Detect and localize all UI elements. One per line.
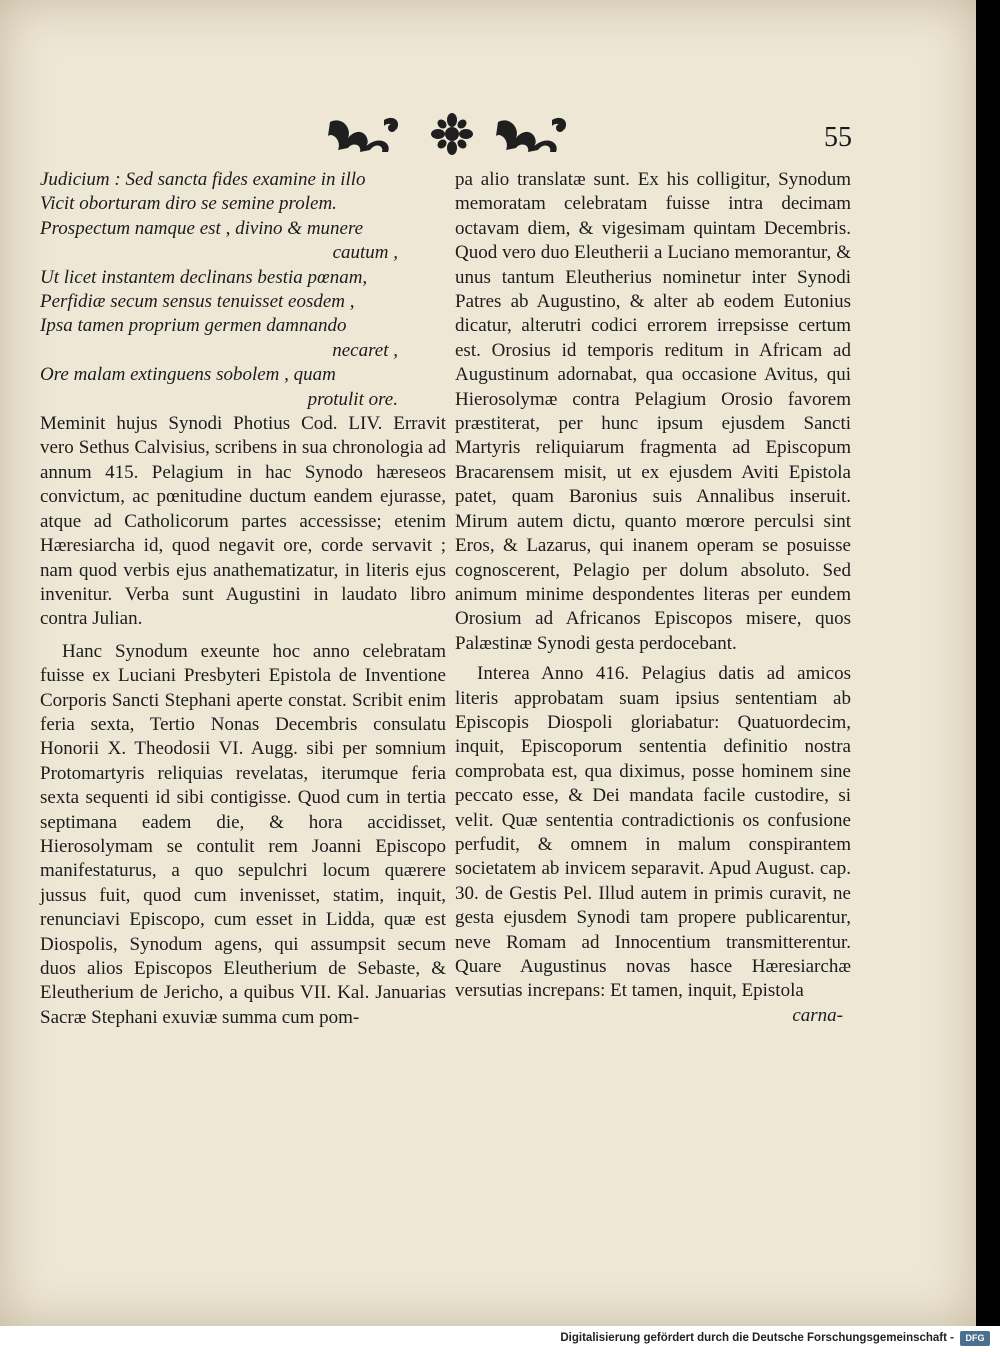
verse-line: Ipsa tamen proprium germen damnando	[40, 315, 347, 337]
paragraph: pa alio translatæ sunt. Ex his colligitur, Synodum memoratam celebratam fuisse intra decimam octavam diem, & vigesimam quintam Decembris. Quod vero duo Eleutherii a Luciano memorantur, & unus tantum Eleutherius nominetur inter Synodi Patres ab Augustino, & alter ab eodem Eutonius dicatur, alterutri codici errorem irrepsisse certum est. Orosius id temporis reditum in Africam ad Augustinum adornabat, qua occasione Avitus, qui Hierosolymæ contra Pelagium Orosio favorem præstiterat, per hunc ipsum ejusdem Sancti Martyris reliquiarum fragmenta ad Episcopum Bracarensem misit, ut ex ejusdem Aviti Epistola patet, quam Baronius suis Annalibus inseruit. Mirum autem dictu, quanto mœrore perculsi sint Eros, & Lazarus, qui inanem operam se posuisse cognoscerent, Pelagio per dolum absoluto. Sed animum minime despondentes literas per eundem Orosium ad Africanos Episcopos misere, quos Palæstinæ Synodi gesta perdocebant.	[455, 169, 851, 654]
funding-notice: Digitalisierung gefördert durch die Deutsche Forschungsgemeinschaft -	[560, 1332, 954, 1344]
verse-line: Judicium : Sed sancta fides examine in illo	[40, 169, 366, 190]
verse-line: cautum ,	[332, 242, 398, 264]
verse-line: Ut licet instantem declinans bestia pœnam,	[40, 266, 368, 288]
paragraph: Interea Anno 416. Pelagius datis ad amicos literis approbatam suam ipsius sententiam ab Episcopis Diospoli gloriabatur: Quatuordecim, inquit, Episcoporum sententia definitio nostra comprobata est, qua diximus, posse hominem sine peccato esse, & Dei mandata facile custodire, si velit. Quæ sententia contradictionis os confusione perfudit, & omnem in malum conspirantem societatem ab invicem separavit. Apud August. cap. 30. de Gestis Pel. Illud autem in primis curavit, ne gesta ejusdem Synodi tam propere publicarentur, neve Romam ad Innocentium transmitterentur. Quare Augustinus novas hasce Hæresiarchæ versutias increpans: Et tamen, inquit, Epistola	[455, 663, 851, 1002]
catchword: carna-	[792, 1004, 843, 1026]
verse-line: necaret ,	[332, 339, 398, 361]
verse-line: protulit ore.	[307, 388, 398, 410]
right-column	[455, 168, 851, 1028]
verse-line: Vicit oborturam diro se semine prolem.	[40, 193, 337, 215]
left-column	[40, 168, 446, 1030]
verse-quotation	[40, 168, 446, 412]
verse-line: Prospectum namque est , divino & munere	[40, 217, 364, 239]
paragraph: Hanc Synodum exeunte hoc anno celebratam fuisse ex Luciani Presbyteri Epistola de Inventione Corporis Sancti Stephani aperte constat. Scribit enim feria sexta, Tertio Nonas Decembris consulatu Honorii X. Theodosii VI. Augg. sibi per somnium Protomartyris reliquias revelatas, iterumque feria sexta sequenti id sibi contigisse. Quod cum in tertia septimana eadem die, & hora accidisset, Hierosolymam se contulit rem Joanni Episcopo manifestaturus, a quo sepulchri locum quærere jussus fuit, quod cum invenisset, statim, inquit, renunciavi Episcopo, cum esset in Lidda, quæ est Diospolis, Synodum agens, qui assumpsit secum duos alios Episcopos Eleutherium de Sebaste, & Eleutherium de Jericho, a quibus VII. Kal. Januarias Sacræ Stephani exuviæ summa cum pom-	[40, 640, 446, 1028]
page-number: 55	[824, 122, 852, 153]
verse-line: Perfidiæ secum sensus tenuisset eosdem ,	[40, 291, 355, 313]
verse-line: Ore malam extinguens sobolem , quam	[40, 364, 336, 386]
paragraph: Meminit hujus Synodi Photius Cod. LIV. Erravit vero Sethus Calvisius, scribens in sua chronologia ad annum 415. Pelagium in hac Synodo hæreseos convictum, ac pœnitudine ductum eandem ejurasse, atque ad Catholicorum partes accessisse; etenim Hæresiarcha id, quod negavit ore, corde servavit ; nam quod verbis ejus anathematizatur, in literis ejus invenitur. Verba sunt Augustini in laudato libro contra Julian.	[40, 413, 446, 630]
printer-ornament-icon	[322, 112, 582, 156]
digitization-footer	[0, 1326, 1000, 1352]
dfg-logo-icon: DFG	[960, 1331, 990, 1346]
